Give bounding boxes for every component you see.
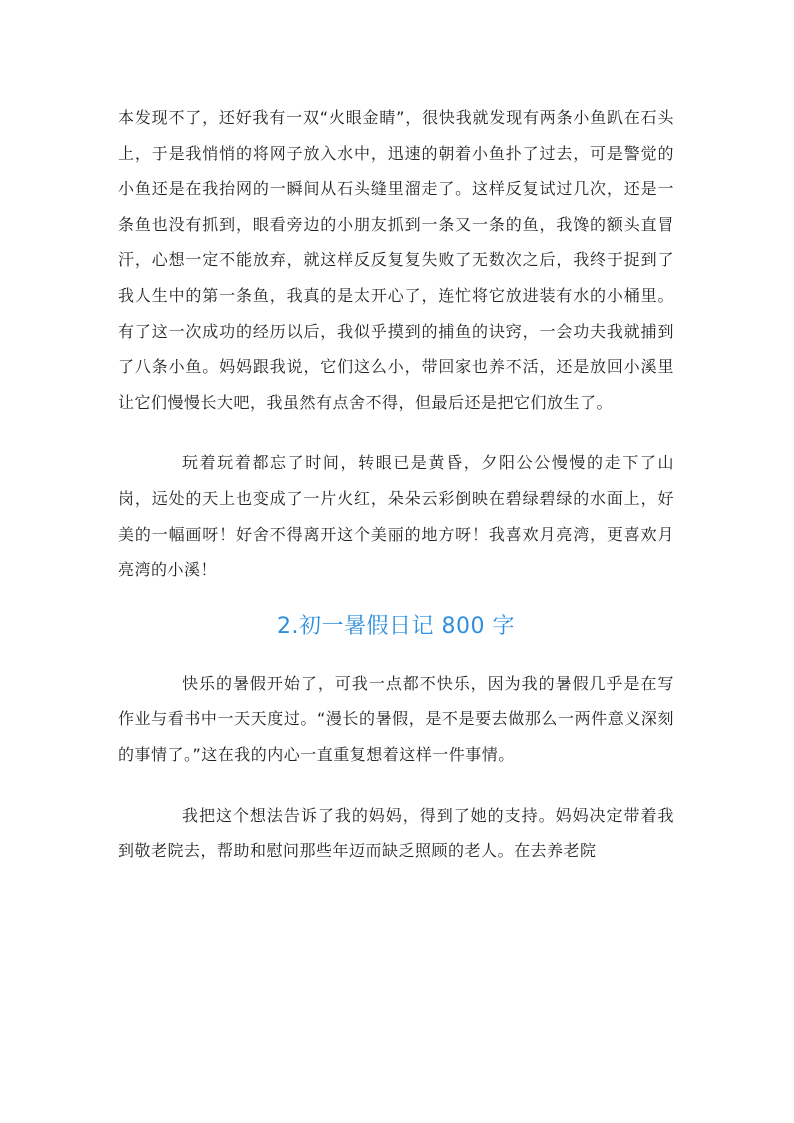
section-heading: 2.初一暑假日记 800 字 (277, 613, 515, 639)
paragraph-continuation: 本发现不了，还好我有一双“火眼金睛”，很快我就发现有两条小鱼趴在石头上，于是我悄悄的将网子放入水中，迅速的朝着小鱼扑了过去，可是警觉的小鱼还是在我抬网的一瞬间从石头缝里溜走了。这样反复试过几次，还是一条鱼也没有抓到，眼看旁边的小朋友抓到一条又一条的鱼，我馋的额头直冒汗，心想一定不能放弃，就这样反反复复失败了无数次之后，我终于捉到了我人生中的第一条鱼，我真的是太开心了，连忙将它放进装有水的小桶里。有了这一次成功的经历以后，我似乎摸到的捕鱼的诀窍，一会功夫我就捕到了八条小鱼。妈妈跟我说，它们这么小，带回家也养不活，还是放回小溪里让它们慢慢长大吧，我虽然有点舍不得，但最后还是把它们放生了。 (118, 108, 674, 412)
document-body (118, 100, 674, 869)
paragraph-nursing-home: 我把这个想法告诉了我的妈妈，得到了她的支持。妈妈决定带着我到敬老院去，帮助和慰问那些年迈而缺乏照顾的老人。在去养老院 (118, 805, 674, 861)
paragraph-summer-start: 快乐的暑假开始了，可我一点都不快乐，因为我的暑假几乎是在写作业与看书中一天天度过。“漫长的暑假，是不是要去做那么一两件意义深刻的事情了。”这在我的内心一直重复想着这样一件事情。 (118, 673, 674, 764)
paragraph-evening: 玩着玩着都忘了时间，转眼已是黄昏，夕阳公公慢慢的走下了山岗，远处的天上也变成了一片火红，朵朵云彩倒映在碧绿碧绿的水面上，好美的一幅画呀！好舍不得离开这个美丽的地方呀！我喜欢月亮湾，更喜欢月亮湾的小溪！ (118, 453, 674, 580)
